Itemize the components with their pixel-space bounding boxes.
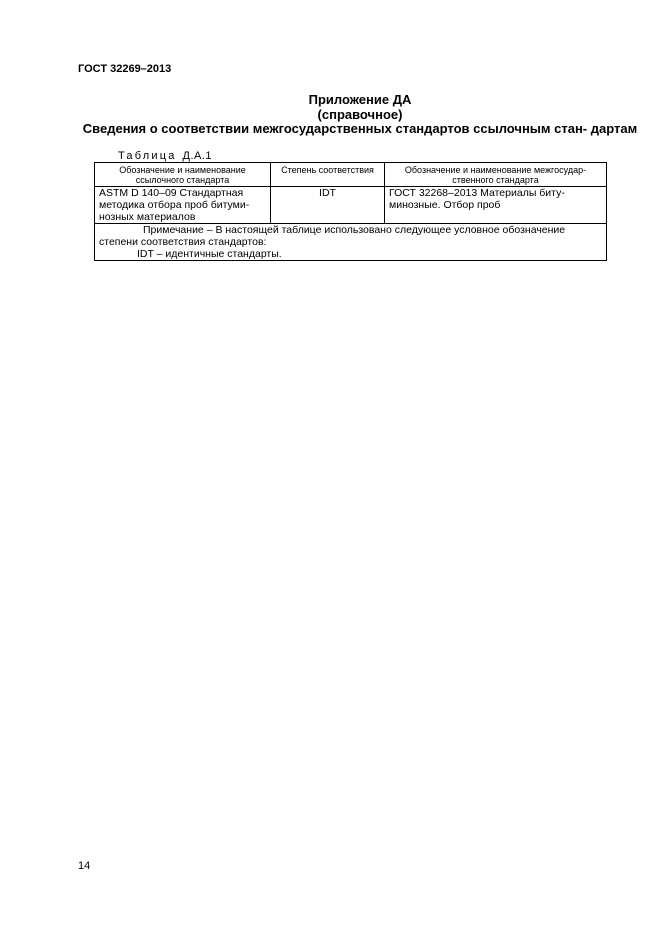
table-note (95, 224, 607, 261)
note-line-1: Примечание – В настоящей таблице использовано следующее условное обозначение (143, 224, 566, 236)
standards-correspondence-table (94, 162, 607, 261)
annex-kind: (справочное) (317, 107, 403, 122)
table-header-row (95, 163, 607, 187)
table-caption (118, 150, 212, 162)
cell-interstate-standard: ГОСТ 32268–2013 Материалы биту- минозные. Отбор проб (385, 187, 607, 224)
note-line-3: IDT – идентичные стандарты. (137, 248, 282, 260)
document-code: ГОСТ 32269–2013 (78, 63, 172, 75)
cell-reference-standard: ASTM D 140–09 Стандартная методика отбора проб битуми- нозных материалов (95, 187, 271, 224)
table-note-row (95, 224, 607, 261)
column-header-degree: Степень соответствия (271, 163, 385, 187)
cell-degree: IDT (271, 187, 385, 224)
column-header-interstate-standard: Обозначение и наименование межгосудар- ственного стандарта (385, 163, 607, 187)
page-number: 14 (78, 860, 91, 872)
table-row (95, 187, 607, 224)
annex-subject: Сведения о соответствии межгосударственных стандартов ссылочным стан- дартам (82, 121, 638, 136)
table-caption-number: Д.А.1 (182, 150, 213, 162)
table-caption-word: Таблица (118, 150, 177, 162)
note-line-2: степени соответствия стандартов: (99, 236, 267, 248)
column-header-reference-standard: Обозначение и наименование ссылочного стандарта (95, 163, 271, 187)
annex-title: Приложение ДА (308, 92, 412, 107)
